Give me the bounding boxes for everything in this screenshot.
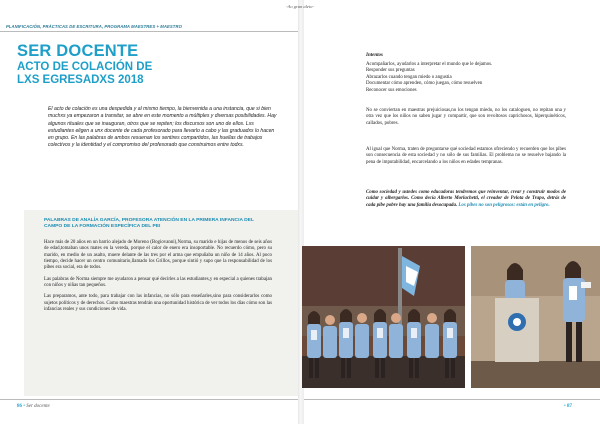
list-item: Acompañarlos, ayudarlos a interpretar el mundo que le dejamos. [366,62,493,67]
intro-paragraph: El acto de colación es una despedida y al mismo tiempo, la bienvenida a una instancia, que si bien muchxs ya empezaron a transitar, se abre en este momento a múltiples y diversas posibilidades. Hay algunos rituales que se inauguran, otros que se repiten; los discursos son uno de ellos. Lxs estudiantes eligen a unx docente de cada profesorado para llevarlo a cabo y las graduadxs lo hacen en grupo. En las palabras de ambos resuenan los sentires compartidos, las huellas de trabajos colectivos y la identidad y el compromiso del profesorado que construimos entre todxs. [48,106,277,149]
intentos-label: Intentos [366,53,383,58]
list-item: Abrazarlos cuando tengan miedo o angustia [366,74,452,80]
header-tagline: -Ao gran aleto- [286,4,314,9]
page-number-right: 87 [567,404,573,409]
podium-photo-illustration [471,246,600,388]
list-item: Responder sus preguntas [366,68,415,74]
footer-divider-right [304,399,600,400]
footer-right [564,404,572,409]
speech-body [44,240,272,318]
footer-left [17,404,50,409]
closing-highlight: Los pibes no son peligrosos: están en peligro. [458,202,550,208]
intentos-list [366,62,566,94]
right-paragraph-2: Al igual que Norma, traten de preguntarse qué sociedad estamos ofreciendo y recuerden que los pibes son consecuencia de esta sociedad y no sólo de sus familias. El problema no se resuelve bajando la pena de imputabilidad, encarcelando a los niños en edades tempranas. [366,147,566,165]
photo-graduates-ceremony [302,246,465,388]
title-line-2: ACTO DE COLACIÓN DE [17,61,153,73]
footer-divider-left [0,399,298,400]
right-paragraph-1: No se conviertan en maestras prejuiciosas,no los tengan miedo, no los cataloguen, no repitan una y otra vez que los niños no saben jugar y compartir, que son revoltosos caprichosos, hiperquinéticos, callados, pobres. [366,108,566,126]
footer-section-name: Ser docente [26,404,50,409]
bullet-icon: • [23,404,27,409]
list-item: Documentar cómo aprenden, cómo juegan, cómo resuelven [366,81,483,87]
closing-text: Como sociedad y ustedes como educadoras tendremos que reinventar, crear y construir modos de cuidar y albergarlos. Como decía Alberto Morlachetti, el creador de Pelota de Trapo, detrás de cada pibe pobre hay una familia desocupada. [366,190,566,208]
top-divider [0,31,298,32]
photo-speakers-at-podium [471,246,600,388]
page-number-left: 86 [17,404,22,409]
title-line-3: LXS EGRESADXS 2018 [17,74,144,86]
speech-heading: PALABRAS DE ANALÍA GARCÍA, PROFESORA ATENCIÓN EN LA PRIMERA INFANCIA DEL CAMPO DE LA FORMACIÓN ESPECÍFICA DEL PEI [44,218,254,230]
list-item: Reconocer sus emociones [366,87,417,93]
closing-paragraph [366,190,566,209]
speech-paragraph: Hace más de 20 años en un barrio alejado de Moreno (Bogiovanni),Norma, su marido e hijas de menos de seis años de edad,tomaban unos mates en la vereda, porque el calor de enero era insoportable. No recuerdo cómo, pero su marido, en medio de un asalto, muere delante de las tres por el arma que empuñaba un niño de 14 años. Al poco tiempo, decide hacer un centro comunitario,llamado los Grillos, porque sintió y supo que la responsabilidad de los pibes era social, era de todos. [44,240,272,271]
speech-paragraph: Las palabras de Norma siempre me ayudaron a pensar qué decirles a las estudiantes,y en especial a quienes trabajan con niños y niñas tan pequeños. [44,276,272,289]
bullet-icon: • [564,404,568,409]
graduates-photo-illustration [302,246,465,388]
article-title [17,42,152,87]
speech-paragraph: Las preparamos, ante todo, para trabajar con las infancias, no sólo para enseñarles,sino para considerarlos como sujetos políticos y de derechos. Como maestras tendrán una oportunidad histórica de ver todos los días cómo son las infancias reales y sus condiciones de vida. [44,294,272,313]
section-label: PLANIFICACIÓN, PRÁCTICAS DE ESCRITURA, PROGRAMA MAESTRES + MAESTRO [6,24,182,29]
title-main: SER DOCENTE [17,42,139,60]
